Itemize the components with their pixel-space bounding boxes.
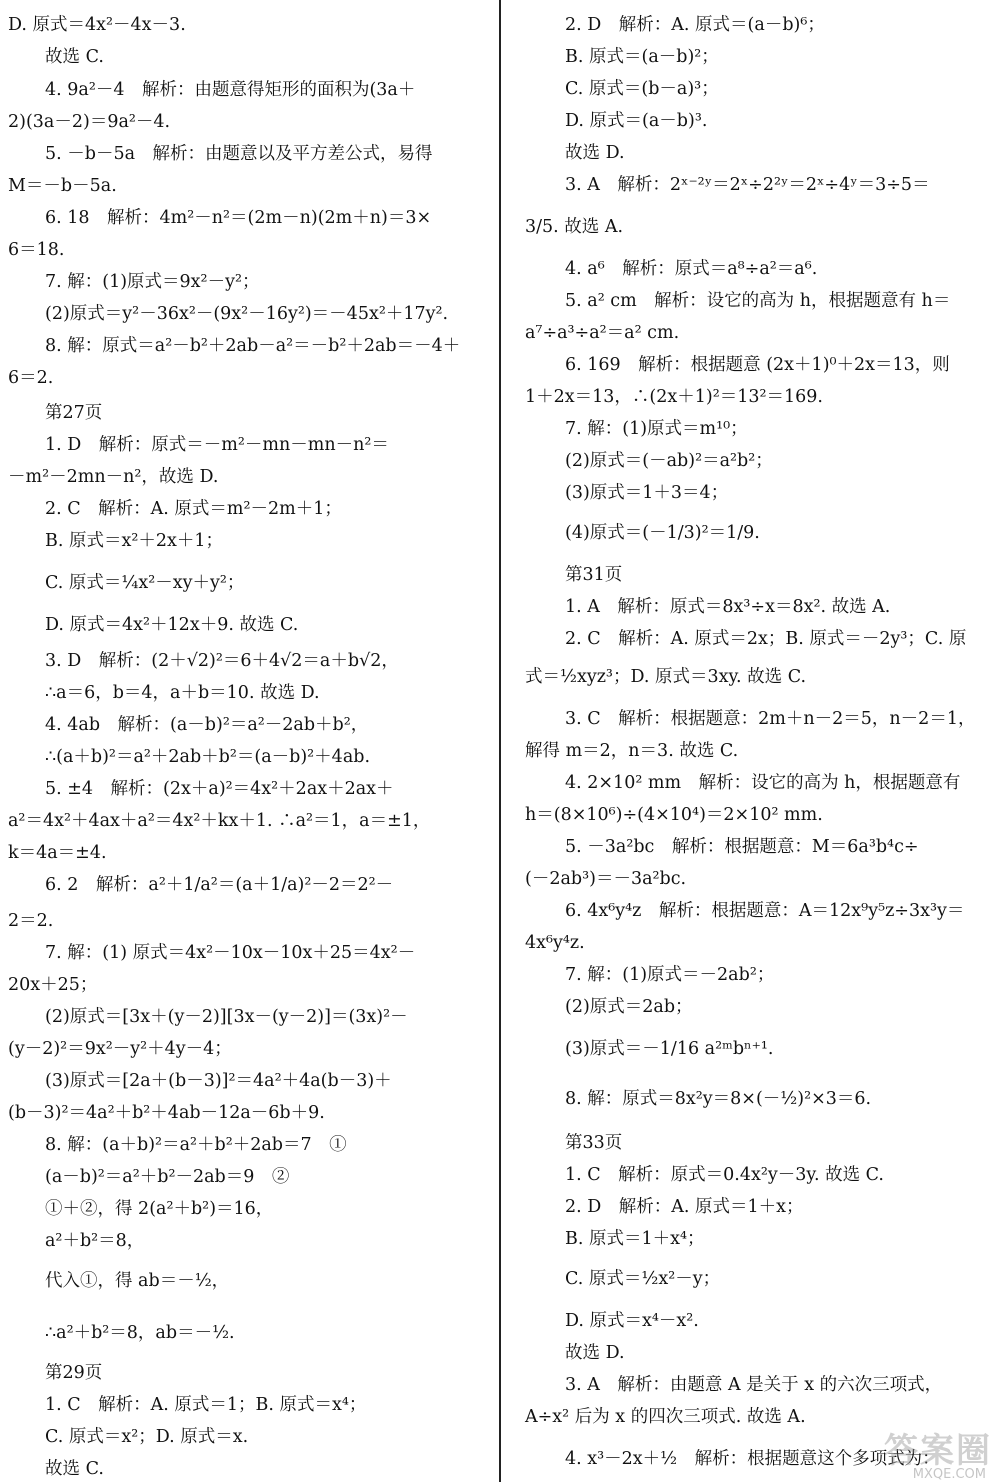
text-line: A÷x² 后为 x 的四次三项式. 故选 A.: [525, 1407, 806, 1427]
watermark-logo: 答案圈: [884, 1431, 992, 1471]
text-line: C. 原式＝¼x²－xy＋y²；: [45, 573, 245, 593]
text-line: 2)(3a－2)＝9a²－4.: [8, 112, 171, 132]
text-line: (2)原式＝[3x＋(y－2)][3x－(y－2)]＝(3x)²－: [45, 1007, 408, 1027]
text-line: 4. a⁶ 解析：原式＝a⁸÷a²＝a⁶.: [565, 259, 818, 279]
text-line: D. 原式＝x⁴－x².: [565, 1311, 699, 1331]
text-line: 8. 解：原式＝a²－b²＋2ab－a²＝－b²＋2ab＝－4＋: [45, 336, 461, 356]
text-line: a²＝4x²＋4ax＋a²＝4x²＋kx＋1. ∴a²＝1，a＝±1，: [8, 811, 431, 831]
text-line: －m²－2mn－n²，故选 D.: [8, 467, 219, 487]
text-line: 4. 9a²－4 解析：由题意得矩形的面积为(3a＋: [45, 80, 416, 100]
text-line: (2)原式＝2ab；: [565, 997, 693, 1017]
text-line: 故选 D.: [565, 1343, 625, 1363]
text-line: 2＝2.: [8, 911, 54, 931]
text-line: 1. C 解析：A. 原式＝1；B. 原式＝x⁴；: [45, 1395, 367, 1415]
text-line: 第29页: [45, 1363, 103, 1383]
text-line: 4x⁶y⁴z.: [525, 933, 585, 953]
text-line: 2. D 解析：A. 原式＝(a－b)⁶；: [565, 15, 825, 35]
text-line: 3. A 解析：2ˣ⁻²ʸ＝2ˣ÷2²ʸ＝2ˣ÷4ʸ＝3÷5＝: [565, 175, 930, 195]
text-line: (－2ab³)＝－3a²bc.: [525, 869, 687, 889]
text-line: 4. 4ab 解析：(a－b)²＝a²－2ab＋b²，: [45, 715, 369, 735]
text-line: 第27页: [45, 403, 103, 423]
text-line: (b－3)²＝4a²＋b²＋4ab－12a－6b＋9.: [8, 1103, 325, 1123]
text-line: 8. 解：(a＋b)²＝a²＋b²＋2ab＝7 ①: [45, 1135, 347, 1155]
text-line: 解得 m＝2，n＝3. 故选 C.: [525, 741, 739, 761]
text-line: 6. 2 解析：a²＋1/a²＝(a＋1/a)²－2＝2²－: [45, 875, 394, 895]
text-line: 1. D 解析：原式＝－m²－mn－mn－n²＝: [45, 435, 389, 455]
text-line: h＝(8×10⁶)÷(4×10⁴)＝2×10² mm.: [525, 805, 823, 825]
text-line: 7. 解：(1) 原式＝4x²－10x－10x＋25＝4x²－: [45, 943, 416, 963]
text-line: 6. 4x⁶y⁴z 解析：根据题意：A＝12x⁹y⁵z÷3x³y＝: [565, 901, 965, 921]
text-line: a⁷÷a³÷a²＝a² cm.: [525, 323, 680, 343]
text-line: 故选 C.: [45, 1459, 104, 1479]
text-line: ∴a＝6，b＝4，a＋b＝10. 故选 D.: [45, 683, 320, 703]
text-line: 4. x³－2x＋½ 解析：根据题意这个多项式为：: [565, 1449, 940, 1469]
text-line: 故选 C.: [45, 47, 104, 67]
text-line: (a－b)²＝a²＋b²－2ab＝9 ②: [45, 1167, 290, 1187]
text-line: 20x＋25；: [8, 975, 98, 995]
text-line: k＝4a＝±4.: [8, 843, 107, 863]
text-line: ∴a²＋b²＝8，ab＝－½.: [45, 1323, 235, 1343]
text-line: 1. C 解析：原式＝0.4x²y－3y. 故选 C.: [565, 1165, 884, 1185]
text-line: 第31页: [565, 565, 623, 585]
text-line: M＝－b－5a.: [8, 176, 117, 196]
watermark-url: MXQE.COM: [912, 1467, 986, 1482]
text-line: a²＋b²＝8，: [45, 1231, 145, 1251]
text-line: 6. 169 解析：根据题意 (2x＋1)⁰＋2x＝13，则: [565, 355, 950, 375]
text-line: (3)原式＝[2a＋(b－3)]²＝4a²＋4a(b－3)＋: [45, 1071, 392, 1091]
text-line: C. 原式＝½x²－y；: [565, 1269, 721, 1289]
text-line: 3. D 解析：(2＋√2)²＝6＋4√2＝a＋b√2，: [45, 651, 399, 671]
text-line: 1. A 解析：原式＝8x³÷x＝8x². 故选 A.: [565, 597, 891, 617]
text-line: (2)原式＝(－ab)²＝a²b²；: [565, 451, 773, 471]
text-line: D. 原式＝4x²＋12x＋9. 故选 C.: [45, 615, 299, 635]
text-line: 第33页: [565, 1133, 623, 1153]
text-line: 5. a² cm 解析：设它的高为 h，根据题意有 h＝: [565, 291, 951, 311]
text-line: 2. C 解析：A. 原式＝m²－2m＋1；: [45, 499, 342, 519]
text-line: D. 原式＝4x²－4x－3.: [8, 15, 186, 35]
text-line: C. 原式＝(b－a)³；: [565, 79, 719, 99]
text-line: 2. C 解析：A. 原式＝2x；B. 原式＝－2y³；C. 原: [565, 629, 967, 649]
text-line: 式＝½xyz³；D. 原式＝3xy. 故选 C.: [525, 667, 807, 687]
text-line: 代入①，得 ab＝－½，: [45, 1271, 230, 1291]
text-line: 5. －b－5a 解析：由题意以及平方差公式，易得: [45, 144, 433, 164]
text-line: ∴(a＋b)²＝a²＋2ab＋b²＝(a－b)²＋4ab.: [45, 747, 371, 767]
text-line: D. 原式＝(a－b)³.: [565, 111, 708, 131]
text-line: 7. 解：(1)原式＝m¹⁰；: [565, 419, 748, 439]
text-line: B. 原式＝(a－b)²；: [565, 47, 719, 67]
column-divider: [499, 0, 501, 1482]
text-line: 3. C 解析：根据题意：2m＋n－2＝5，n－2＝1，: [565, 709, 976, 729]
text-line: 7. 解：(1)原式＝－2ab²；: [565, 965, 775, 985]
text-line: 6＝2.: [8, 368, 54, 388]
text-line: (4)原式＝(－1/3)²＝1/9.: [565, 523, 760, 543]
text-line: (3)原式＝1＋3＝4；: [565, 483, 729, 503]
text-line: 5. ±4 解析：(2x＋a)²＝4x²＋2ax＋2ax＋: [45, 779, 394, 799]
text-line: (y－2)²＝9x²－y²＋4y－4；: [8, 1039, 232, 1059]
text-line: 8. 解：原式＝8x²y＝8×(－½)²×3＝6.: [565, 1089, 872, 1109]
text-line: C. 原式＝x²；D. 原式＝x.: [45, 1427, 249, 1447]
text-line: 6. 18 解析：4m²－n²＝(2m－n)(2m＋n)＝3×: [45, 208, 432, 228]
text-line: 4. 2×10² mm 解析：设它的高为 h，根据题意有: [565, 773, 961, 793]
text-line: B. 原式＝x²＋2x＋1；: [45, 531, 224, 551]
text-line: (2)原式＝y²－36x²－(9x²－16y²)＝－45x²＋17y².: [45, 304, 449, 324]
text-line: 1＋2x＝13，∴(2x＋1)²＝13²＝169.: [525, 387, 823, 407]
text-line: ①＋②，得 2(a²＋b²)＝16，: [45, 1199, 274, 1219]
text-line: B. 原式＝1＋x⁴；: [565, 1229, 705, 1249]
text-line: 故选 D.: [565, 143, 625, 163]
text-line: 3/5. 故选 A.: [525, 217, 624, 237]
text-line: 2. D 解析：A. 原式＝1＋x；: [565, 1197, 804, 1217]
text-line: 6＝18.: [8, 240, 65, 260]
text-line: (3)原式＝－1/16 a²ᵐbⁿ⁺¹.: [565, 1039, 774, 1059]
text-line: 7. 解：(1)原式＝9x²－y²；: [45, 272, 260, 292]
text-line: 5. －3a²bc 解析：根据题意：M＝6a³b⁴c÷: [565, 837, 919, 857]
text-line: 3. A 解析：由题意 A 是关于 x 的六次三项式，: [565, 1375, 943, 1395]
